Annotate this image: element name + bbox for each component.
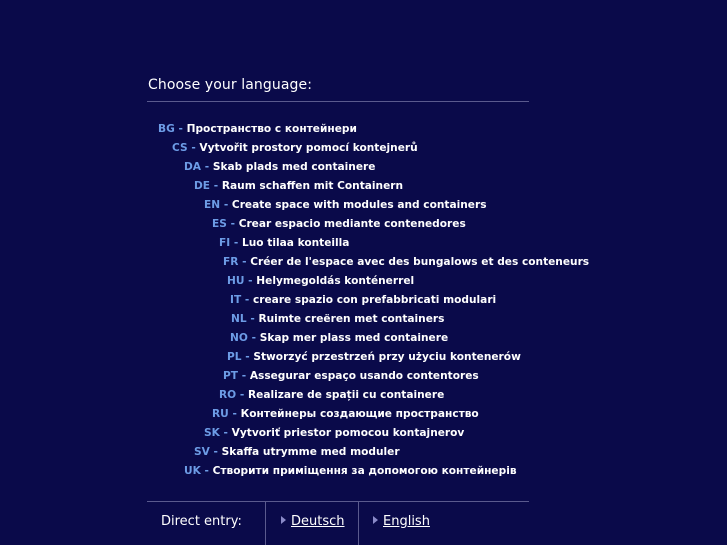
language-code: ES <box>212 218 227 230</box>
language-code: DE <box>194 180 211 192</box>
language-code: PT <box>223 370 238 382</box>
language-link-fr[interactable] <box>223 255 589 269</box>
language-label: creare spazio con prefabbricati modulari <box>252 294 497 306</box>
page-heading: Choose your language: <box>148 77 313 93</box>
language-code: FR <box>223 256 239 268</box>
direct-link-deutsch[interactable] <box>281 514 345 529</box>
separator: - <box>223 427 228 439</box>
language-code: NL <box>231 313 247 325</box>
separator: - <box>251 332 256 344</box>
language-label: Create space with modules and containers <box>231 199 487 211</box>
separator: - <box>230 218 235 230</box>
separator: - <box>245 351 250 363</box>
arrow-right-icon <box>373 516 378 524</box>
language-label: Skab plads med containere <box>212 161 376 173</box>
language-code: RO <box>219 389 237 401</box>
language-label: Stworzyć przestrzeń przy użyciu kontenerów <box>253 351 521 363</box>
separator: - <box>204 161 210 173</box>
language-code: IT <box>230 294 242 306</box>
language-code: HU <box>227 275 245 287</box>
separator: - <box>213 180 219 192</box>
language-code: EN <box>204 199 221 211</box>
language-code: SV <box>194 446 210 458</box>
language-label: Vytvořit prostory pomocí kontejnerů <box>199 142 418 154</box>
language-link-cs[interactable] <box>172 141 418 155</box>
language-code: CS <box>172 142 188 154</box>
language-link-pt[interactable] <box>223 369 479 383</box>
separator: - <box>191 142 196 154</box>
language-label: Ruimte creëren met containers <box>258 313 445 325</box>
language-code: BG <box>158 123 175 135</box>
separator: - <box>239 389 245 401</box>
language-label: Assegurar espaço usando contentores <box>249 370 479 382</box>
language-link-no[interactable] <box>230 331 448 345</box>
language-label: Створити приміщення за допомогою контейнерів <box>212 465 517 477</box>
separator: - <box>232 408 237 420</box>
separator: - <box>223 199 229 211</box>
language-label: Контейнеры создающие пространство <box>240 408 479 420</box>
language-link-fi[interactable] <box>219 236 349 250</box>
language-label: Skaffa utrymme med moduler <box>221 446 400 458</box>
direct-link-label: Deutsch <box>291 514 345 529</box>
language-code: SK <box>204 427 220 439</box>
language-link-da[interactable] <box>184 160 375 174</box>
language-code: FI <box>219 237 231 249</box>
language-link-sk[interactable] <box>204 426 464 440</box>
separator: - <box>241 370 247 382</box>
language-link-nl[interactable] <box>231 312 444 326</box>
language-label: Пространство с контейнери <box>186 123 357 135</box>
vertical-divider <box>265 502 266 545</box>
separator: - <box>233 237 239 249</box>
separator: - <box>242 256 247 268</box>
separator: - <box>213 446 218 458</box>
separator: - <box>248 275 253 287</box>
vertical-divider <box>358 502 359 545</box>
language-link-sv[interactable] <box>194 445 400 459</box>
language-label: Crear espacio mediante contenedores <box>238 218 466 230</box>
language-link-bg[interactable] <box>158 122 357 136</box>
separator: - <box>250 313 255 325</box>
language-label: Vytvoriť priestor pomocou kontajnerov <box>231 427 465 439</box>
language-link-de[interactable] <box>194 179 403 193</box>
bottom-divider <box>147 501 529 502</box>
language-label: Skap mer plass med containere <box>259 332 449 344</box>
language-code: RU <box>212 408 229 420</box>
language-code: PL <box>227 351 242 363</box>
language-link-it[interactable] <box>230 293 496 307</box>
language-link-hu[interactable] <box>227 274 414 288</box>
language-link-es[interactable] <box>212 217 466 231</box>
language-code: NO <box>230 332 248 344</box>
language-label: Créer de l'espace avec des bungalows et des conteneurs <box>250 256 590 268</box>
language-code: UK <box>184 465 201 477</box>
separator: - <box>178 123 183 135</box>
direct-entry-label: Direct entry: <box>161 514 242 529</box>
language-code: DA <box>184 161 201 173</box>
language-label: Luo tilaa konteilla <box>242 237 350 249</box>
language-link-en[interactable] <box>204 198 487 212</box>
direct-link-english[interactable] <box>373 514 430 529</box>
language-link-uk[interactable] <box>184 464 517 478</box>
direct-link-label: English <box>383 514 430 529</box>
language-link-pl[interactable] <box>227 350 521 364</box>
language-label: Realizare de spații cu containere <box>247 389 445 401</box>
separator: - <box>244 294 250 306</box>
language-label: Helymegoldás konténerrel <box>256 275 415 287</box>
language-label: Raum schaffen mit Containern <box>221 180 404 192</box>
arrow-right-icon <box>281 516 286 524</box>
language-link-ru[interactable] <box>212 407 479 421</box>
top-divider <box>147 101 529 102</box>
language-link-ro[interactable] <box>219 388 444 402</box>
separator: - <box>204 465 209 477</box>
